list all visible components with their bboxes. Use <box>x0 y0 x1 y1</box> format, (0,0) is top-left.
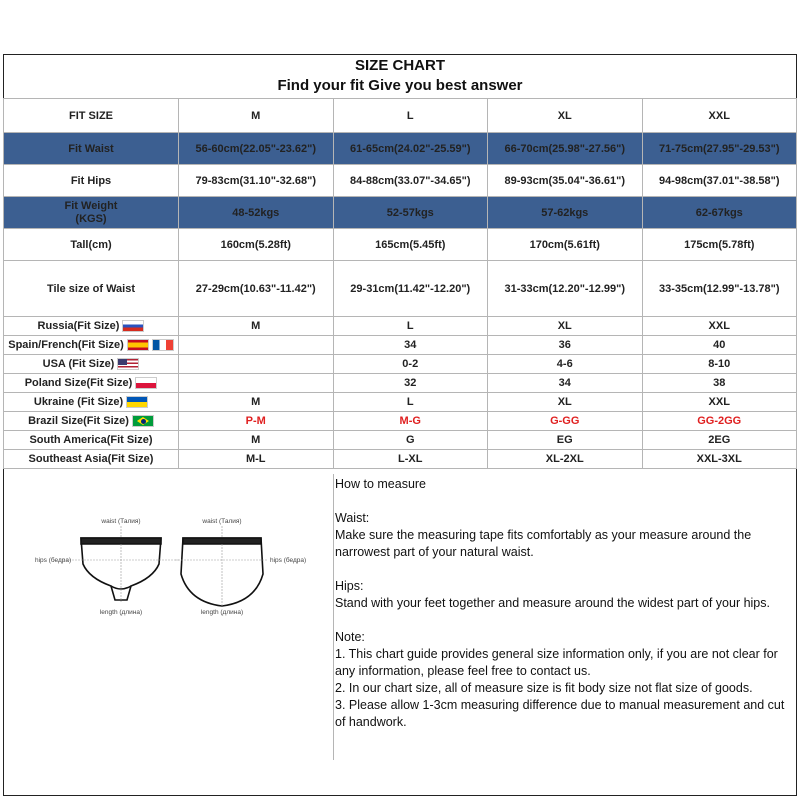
row-fit-hips <box>4 165 797 197</box>
hips-instructions: Stand with your feet together and measure around the widest part of your hips. <box>335 596 770 610</box>
cell: M <box>179 317 334 336</box>
row-label <box>4 197 179 229</box>
note-3: 3. Please allow 1-3cm measuring difference due to manual measurement and cut of handwork. <box>335 698 785 729</box>
waist-label-back: waist (Талия) <box>202 518 242 525</box>
cell: 34 <box>333 336 488 355</box>
cell: 165cm(5.45ft) <box>333 229 488 261</box>
underwear-diagram <box>3 474 334 674</box>
cell: G <box>333 431 488 450</box>
size-table <box>3 98 797 469</box>
cell: 175cm(5.78ft) <box>642 229 797 261</box>
cell: 0-2 <box>333 355 488 374</box>
length-label-back: length (длина) <box>200 609 244 616</box>
cell: M <box>179 431 334 450</box>
cell: 34 <box>488 374 643 393</box>
measurement-diagram-panel <box>3 474 334 760</box>
how-to-measure-panel <box>335 474 795 762</box>
cell: 8-10 <box>642 355 797 374</box>
cell <box>179 374 334 393</box>
hips-label-front: hips (бедра) <box>35 557 72 564</box>
cell: 36 <box>488 336 643 355</box>
row-label <box>4 336 179 355</box>
cell: 79-83cm(31.10"-32.68") <box>179 165 334 197</box>
cell: 89-93cm(35.04"-36.61") <box>488 165 643 197</box>
cell: 40 <box>642 336 797 355</box>
cell: 32 <box>333 374 488 393</box>
row-label: Southeast Asia(Fit Size) <box>4 450 179 469</box>
row-south-america <box>4 431 797 450</box>
row-label <box>4 317 179 336</box>
country-label: USA (Fit Size) <box>42 357 115 370</box>
waist-title: Waist: <box>335 511 370 525</box>
country-label: Brazil Size(Fit Size) <box>28 414 129 427</box>
cell: XXL-3XL <box>642 450 797 469</box>
header-m: M <box>179 99 334 133</box>
cell: 38 <box>642 374 797 393</box>
cell: M <box>179 393 334 412</box>
poland-flag-icon <box>135 377 157 389</box>
cell: XL-2XL <box>488 450 643 469</box>
header-l: L <box>333 99 488 133</box>
row-tile-waist <box>4 261 797 317</box>
cell: 62-67kgs <box>642 197 797 229</box>
cell: L <box>333 317 488 336</box>
country-label: Ukraine (Fit Size) <box>33 395 124 408</box>
header-xxl: XXL <box>642 99 797 133</box>
row-label: Fit Hips <box>4 165 179 197</box>
chart-title: SIZE CHART <box>355 57 445 74</box>
hips-title: Hips: <box>335 579 364 593</box>
spain-flag-icon <box>127 339 149 351</box>
row-label: Fit Waist <box>4 133 179 165</box>
cell: 160cm(5.28ft) <box>179 229 334 261</box>
row-label <box>4 412 179 431</box>
cell: M-L <box>179 450 334 469</box>
row-fit-waist <box>4 133 797 165</box>
country-label: Russia(Fit Size) <box>37 319 120 332</box>
cell: L <box>333 393 488 412</box>
hips-label-back: hips (бедра) <box>270 557 307 564</box>
row-fit-weight <box>4 197 797 229</box>
cell: XXL <box>642 317 797 336</box>
row-label <box>4 374 179 393</box>
cell: 61-65cm(24.02"-25.59") <box>333 133 488 165</box>
cell: 94-98cm(37.01"-38.58") <box>642 165 797 197</box>
cell: 31-33cm(12.20"-12.99") <box>488 261 643 317</box>
row-label: Tile size of Waist <box>4 261 179 317</box>
cell: 84-88cm(33.07"-34.65") <box>333 165 488 197</box>
cell <box>179 336 334 355</box>
cell: 2EG <box>642 431 797 450</box>
header-xl: XL <box>488 99 643 133</box>
cell: XL <box>488 393 643 412</box>
brazil-flag-icon <box>132 415 154 427</box>
row-southeast-asia <box>4 450 797 469</box>
row-label-line2: (KGS) <box>75 212 107 225</box>
title-block <box>3 54 797 98</box>
cell: P-M <box>179 412 334 431</box>
cell: M-G <box>333 412 488 431</box>
table-header-row <box>4 99 797 133</box>
row-spain-french <box>4 336 797 355</box>
cell: L-XL <box>333 450 488 469</box>
row-brazil <box>4 412 797 431</box>
row-label-line1: Fit Weight <box>64 199 118 212</box>
country-label: Poland Size(Fit Size) <box>24 376 133 389</box>
cell: 56-60cm(22.05"-23.62") <box>179 133 334 165</box>
length-label-front: length (длина) <box>99 609 143 616</box>
cell: 27-29cm(10.63"-11.42") <box>179 261 334 317</box>
header-fit-size: FIT SIZE <box>4 99 179 133</box>
country-label: Spain/French(Fit Size) <box>8 338 124 351</box>
cell: GG-2GG <box>642 412 797 431</box>
cell: 48-52kgs <box>179 197 334 229</box>
france-flag-icon <box>152 339 174 351</box>
note-title: Note: <box>335 630 365 644</box>
cell: 33-35cm(12.99"-13.78") <box>642 261 797 317</box>
row-label: South America(Fit Size) <box>4 431 179 450</box>
russia-flag-icon <box>122 320 144 332</box>
cell: XL <box>488 317 643 336</box>
note-1: 1. This chart guide provides general size information only, if you are not clear for any information, please feel free to contact us. <box>335 647 778 678</box>
row-label: Tall(cm) <box>4 229 179 261</box>
row-label <box>4 393 179 412</box>
cell: 52-57kgs <box>333 197 488 229</box>
cell: EG <box>488 431 643 450</box>
row-usa <box>4 355 797 374</box>
cell: 4-6 <box>488 355 643 374</box>
waist-label-front: waist (Талия) <box>101 518 141 525</box>
chart-subtitle: Find your fit Give you best answer <box>277 77 523 94</box>
cell: XXL <box>642 393 797 412</box>
row-tall <box>4 229 797 261</box>
cell: 29-31cm(11.42"-12.20") <box>333 261 488 317</box>
ukraine-flag-icon <box>126 396 148 408</box>
cell: 71-75cm(27.95"-29.53") <box>642 133 797 165</box>
usa-flag-icon <box>117 358 139 370</box>
row-ukraine <box>4 393 797 412</box>
row-poland <box>4 374 797 393</box>
cell: 57-62kgs <box>488 197 643 229</box>
measure-heading: How to measure <box>335 477 427 491</box>
cell: 170cm(5.61ft) <box>488 229 643 261</box>
cell <box>179 355 334 374</box>
note-2: 2. In our chart size, all of measure size is fit body size not flat size of goods. <box>335 681 753 695</box>
row-label <box>4 355 179 374</box>
waist-instructions: Make sure the measuring tape fits comfortably as your measure around the narrowest part of your natural waist. <box>335 528 752 559</box>
row-russia <box>4 317 797 336</box>
cell: 66-70cm(25.98"-27.56") <box>488 133 643 165</box>
cell: G-GG <box>488 412 643 431</box>
